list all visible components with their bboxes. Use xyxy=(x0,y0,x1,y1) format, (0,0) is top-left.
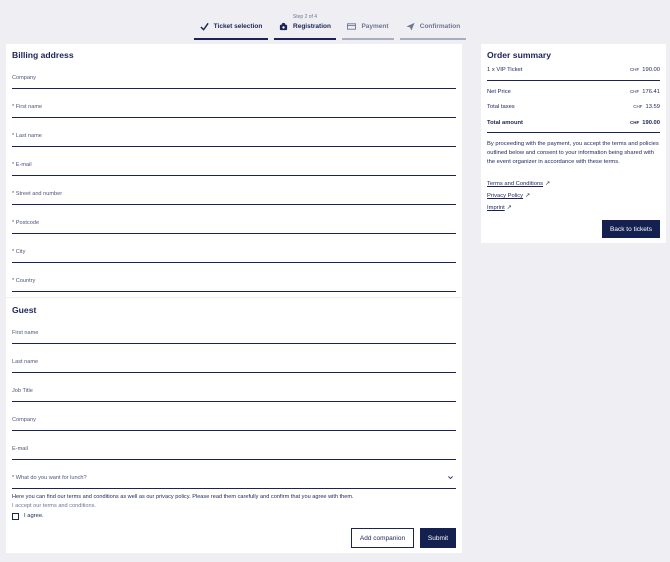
divider xyxy=(487,80,660,81)
item-amount: 190.00 xyxy=(642,67,660,73)
total-row xyxy=(487,120,660,126)
imprint-link[interactable] xyxy=(487,205,512,211)
field-label: Country xyxy=(15,278,36,284)
field-label: What do you want for lunch? xyxy=(15,475,87,481)
required-marker: * xyxy=(12,133,16,139)
postcode-field[interactable] xyxy=(12,218,456,234)
external-link-icon: ↗ xyxy=(506,205,512,211)
terms-accept-text: I accept our terms and conditions. xyxy=(12,503,96,509)
guest-first-name-field[interactable] xyxy=(12,328,456,344)
user-card-icon xyxy=(279,22,288,31)
step-progress-bar xyxy=(342,38,394,40)
summary-title: Order summary xyxy=(487,50,552,60)
chevron-down-icon xyxy=(447,474,454,481)
link-label: Privacy Policy xyxy=(487,193,524,199)
step-label: Payment xyxy=(361,23,389,30)
step-progress-bar xyxy=(194,38,268,40)
guest-title: Guest xyxy=(12,305,37,315)
lunch-select[interactable] xyxy=(12,473,456,489)
net-price-row xyxy=(487,89,660,95)
net-amount: 176.41 xyxy=(642,89,660,95)
field-label: Last name xyxy=(15,133,42,139)
guest-email-field[interactable] xyxy=(12,444,456,460)
street-field[interactable] xyxy=(12,189,456,205)
field-label: First name xyxy=(15,104,43,110)
order-summary-card xyxy=(481,44,666,243)
required-marker: * xyxy=(12,191,16,197)
field-label: Company xyxy=(12,75,36,81)
company-field[interactable] xyxy=(12,73,456,89)
city-field[interactable] xyxy=(12,247,456,263)
billing-title: Billing address xyxy=(12,50,74,60)
step-ticket-selection[interactable] xyxy=(194,12,268,40)
required-marker: * xyxy=(12,249,16,255)
step-progress-bar xyxy=(400,38,466,40)
total-amount: 190.00 xyxy=(642,120,660,126)
external-link-icon: ↗ xyxy=(545,181,550,187)
terms-link[interactable] xyxy=(487,181,550,187)
guest-company-field[interactable] xyxy=(12,415,456,431)
step-label: Registration xyxy=(293,23,331,30)
step-progress-bar xyxy=(274,38,336,40)
currency-label: CHF xyxy=(633,104,643,109)
tax-label: Total taxes xyxy=(487,104,515,110)
currency-label: CHF xyxy=(630,89,640,94)
card-icon xyxy=(347,22,356,31)
step-confirmation[interactable] xyxy=(400,12,466,40)
first-name-field[interactable] xyxy=(12,102,456,118)
required-marker: * xyxy=(12,220,16,226)
required-marker: * xyxy=(12,475,16,481)
link-label: Imprint xyxy=(487,205,505,211)
field-label: City xyxy=(15,249,26,255)
step-caption: Step 2 of 4 xyxy=(292,14,318,20)
required-marker: * xyxy=(12,278,16,284)
summary-item-row xyxy=(487,67,660,73)
guest-last-name-field[interactable] xyxy=(12,357,456,373)
net-label: Net Price xyxy=(487,89,511,95)
agree-checkbox[interactable] xyxy=(12,513,19,520)
total-label: Total amount xyxy=(487,120,523,126)
step-registration[interactable] xyxy=(274,12,336,40)
billing-address-card xyxy=(6,44,462,297)
required-marker: * xyxy=(12,162,16,168)
terms-text: Here you can find our terms and conditions as well as our privacy policy. Please read them carefully and confirm that you agree with them. xyxy=(12,494,354,500)
country-field[interactable] xyxy=(12,276,456,292)
tax-row xyxy=(487,104,660,110)
currency-label: CHF xyxy=(630,67,640,72)
step-label: Ticket selection xyxy=(213,23,263,30)
field-label: Last name xyxy=(12,359,39,365)
submit-button[interactable]: Submit xyxy=(420,528,456,548)
field-label: Postcode xyxy=(15,220,40,226)
field-label: E-mail xyxy=(15,162,32,168)
agree-label: I agree. xyxy=(24,513,44,519)
item-label: 1 x VIP Ticket xyxy=(487,67,523,73)
required-marker: * xyxy=(12,104,16,110)
step-payment[interactable] xyxy=(342,12,394,40)
field-label: First name xyxy=(12,330,39,336)
privacy-link[interactable] xyxy=(487,193,530,199)
field-label: Street and number xyxy=(15,191,63,197)
step-label: Confirmation xyxy=(419,23,461,30)
link-label: Terms and Conditions xyxy=(487,181,544,187)
checkout-stepper xyxy=(194,12,466,40)
last-name-field[interactable] xyxy=(12,131,456,147)
add-companion-button[interactable]: Add companion xyxy=(351,528,414,548)
field-label: E-mail xyxy=(12,446,28,452)
tax-amount: 13.59 xyxy=(645,104,660,110)
guest-job-title-field[interactable] xyxy=(12,386,456,402)
divider xyxy=(487,132,660,133)
currency-label: CHF xyxy=(630,120,640,125)
field-label: Job Title xyxy=(12,388,33,394)
guest-card xyxy=(6,298,462,553)
checkmark-icon xyxy=(200,22,209,31)
field-label: Company xyxy=(12,417,36,423)
email-field[interactable] xyxy=(12,160,456,176)
external-link-icon: ↗ xyxy=(525,193,530,199)
payment-notice: By proceeding with the payment, you accept the terms and policies outlined below and consent to your information being shared with the event organizer in accordance with these terms. xyxy=(487,141,659,166)
paper-plane-icon xyxy=(406,22,415,31)
back-to-tickets-button[interactable]: Back to tickets xyxy=(602,220,660,238)
